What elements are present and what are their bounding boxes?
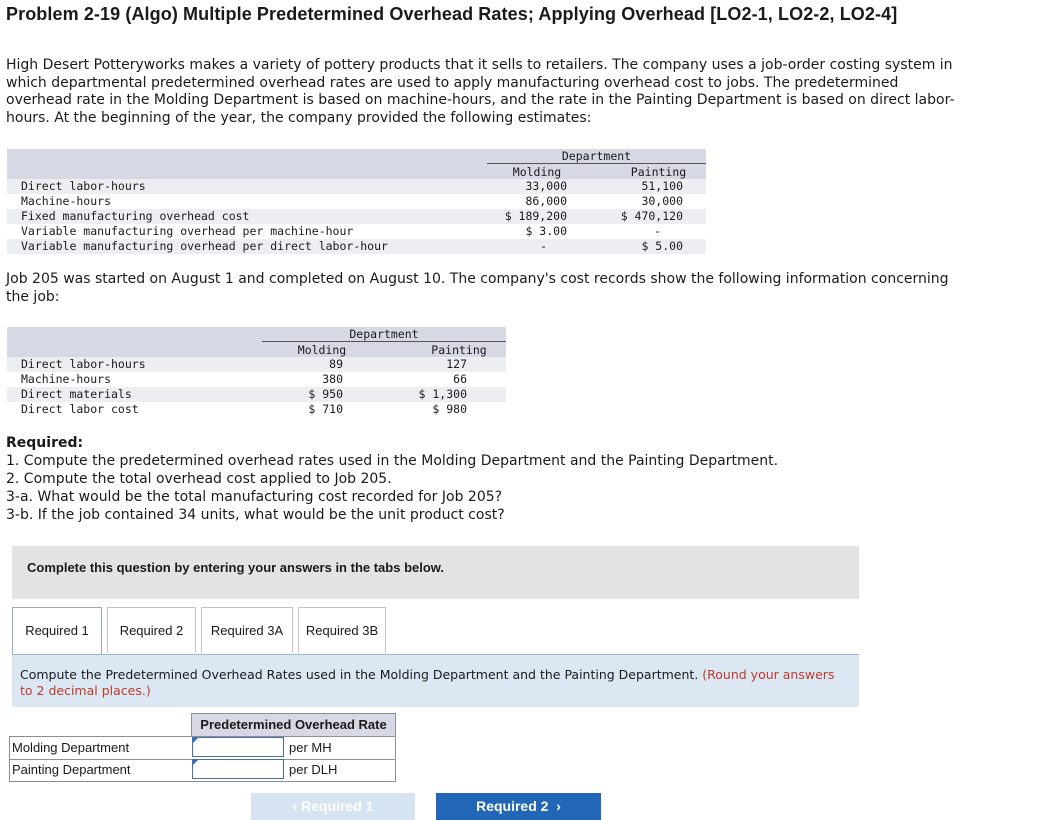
rounding-note: (Round your answers to 2 decimal places.) bbox=[20, 667, 835, 698]
job-col-molding: Molding bbox=[294, 343, 350, 358]
row-molding: 380 bbox=[322, 372, 343, 386]
row-painting: $ 470,120 bbox=[620, 209, 683, 223]
required-item: 2. Compute the total overhead cost applied to Job 205. bbox=[6, 471, 392, 487]
required-item: 3-b. If the job contained 34 units, what would be the unit product cost? bbox=[6, 507, 505, 523]
row-label: Fixed manufacturing overhead cost bbox=[21, 209, 250, 223]
input-marker-icon bbox=[193, 760, 198, 765]
required-section bbox=[6, 434, 778, 524]
tab-required-3b[interactable]: Required 3B bbox=[298, 607, 386, 653]
tab-required-3a[interactable]: Required 3A bbox=[201, 607, 293, 653]
estimates-col-molding: Molding bbox=[498, 165, 576, 180]
row-label: Machine-hours bbox=[21, 372, 112, 386]
required-item: 3-a. What would be the total manufacturing cost recorded for Job 205? bbox=[6, 489, 503, 505]
chevron-right-icon: › bbox=[552, 798, 561, 814]
row-molding: $ 710 bbox=[308, 402, 343, 416]
row-painting: $ 980 bbox=[432, 402, 467, 416]
next-button[interactable] bbox=[436, 793, 601, 820]
table-row bbox=[7, 372, 506, 387]
molding-rate-input[interactable] bbox=[192, 737, 284, 757]
job-col-painting: Painting bbox=[412, 343, 506, 358]
problem-title: Problem 2-19 (Algo) Multiple Predetermined Overhead Rates; Applying Overhead [LO2-1, LO2-2, LO2-4] bbox=[6, 4, 898, 24]
row-painting: 30,000 bbox=[641, 194, 683, 208]
input-marker-icon bbox=[193, 738, 198, 743]
row-molding: $ 3.00 bbox=[525, 224, 567, 238]
row-molding: 33,000 bbox=[525, 179, 567, 193]
next-button-label: Required 2 bbox=[476, 798, 549, 814]
row-label: Variable manufacturing overhead per machine-hour bbox=[21, 224, 354, 238]
table-row bbox=[7, 239, 706, 254]
row-molding: 89 bbox=[329, 357, 343, 371]
required-heading: Required: bbox=[6, 435, 84, 451]
instructions-banner bbox=[12, 546, 859, 599]
row-painting: 127 bbox=[446, 357, 467, 371]
prev-button[interactable] bbox=[251, 793, 415, 820]
row-label: Machine-hours bbox=[21, 194, 112, 208]
table-row bbox=[7, 194, 706, 209]
row-label: Direct labor-hours bbox=[21, 357, 146, 371]
question-panel bbox=[12, 654, 859, 707]
job-paragraph: Job 205 was started on August 1 and completed on August 10. The company's cost records show the following information concerning the job: bbox=[6, 271, 949, 305]
answer-row-label: Molding Department bbox=[12, 740, 130, 755]
row-label: Direct materials bbox=[21, 387, 132, 401]
table-row bbox=[7, 402, 506, 417]
job-dept-header: Department bbox=[262, 327, 506, 342]
table-row bbox=[7, 209, 706, 224]
estimates-dept-header: Department bbox=[487, 149, 706, 164]
table-row bbox=[7, 387, 506, 402]
row-painting: $ 1,300 bbox=[418, 387, 467, 401]
intro-paragraph: High Desert Potteryworks makes a variety of pottery products that it sells to retailers. The company uses a job-order costing system in which departmental predetermined overhead rates are used to apply manufacturing overhead cost to jobs. The predetermined overhead rate in the Molding Department is based on machine-hours, and the rate in the Painting Department is based on direct labor-hours. At the beginning of the year, the company provided the following estimates: bbox=[6, 57, 955, 126]
answer-row-label: Painting Department bbox=[12, 762, 131, 777]
row-molding: - bbox=[540, 239, 547, 253]
row-label: Variable manufacturing overhead per direct labor-hour bbox=[21, 239, 388, 253]
instructions-text: Complete this question by entering your answers in the tabs below. bbox=[27, 560, 445, 575]
painting-rate-input[interactable] bbox=[192, 759, 284, 779]
row-molding: 86,000 bbox=[525, 194, 567, 208]
table-row bbox=[7, 224, 706, 239]
answer-unit: per MH bbox=[289, 740, 332, 755]
answer-row-molding bbox=[9, 736, 396, 760]
chevron-left-icon: ‹ bbox=[292, 798, 298, 814]
row-molding: $ 950 bbox=[308, 387, 343, 401]
required-item: 1. Compute the predetermined overhead rates used in the Molding Department and the Painting Department. bbox=[6, 453, 779, 469]
table-row bbox=[7, 179, 706, 194]
panel-text bbox=[20, 667, 840, 699]
row-label: Direct labor-hours bbox=[21, 179, 146, 193]
table-row bbox=[7, 357, 506, 372]
row-molding: $ 189,200 bbox=[504, 209, 567, 223]
estimates-col-painting: Painting bbox=[611, 165, 706, 180]
answer-header: Predetermined Overhead Rate bbox=[191, 713, 396, 737]
row-painting: - bbox=[654, 224, 661, 238]
row-label: Direct labor cost bbox=[21, 402, 139, 416]
tab-required-1[interactable]: Required 1 bbox=[12, 607, 102, 655]
answer-unit: per DLH bbox=[289, 762, 338, 777]
row-painting: 66 bbox=[453, 372, 467, 386]
row-painting: $ 5.00 bbox=[641, 239, 683, 253]
panel-instruction: Compute the Predetermined Overhead Rates used in the Molding Department and the Painting Department. bbox=[20, 667, 699, 682]
prev-button-label: Required 1 bbox=[301, 798, 374, 814]
row-painting: 51,100 bbox=[641, 179, 683, 193]
answer-row-painting bbox=[9, 759, 396, 782]
tab-required-2[interactable]: Required 2 bbox=[107, 607, 196, 653]
